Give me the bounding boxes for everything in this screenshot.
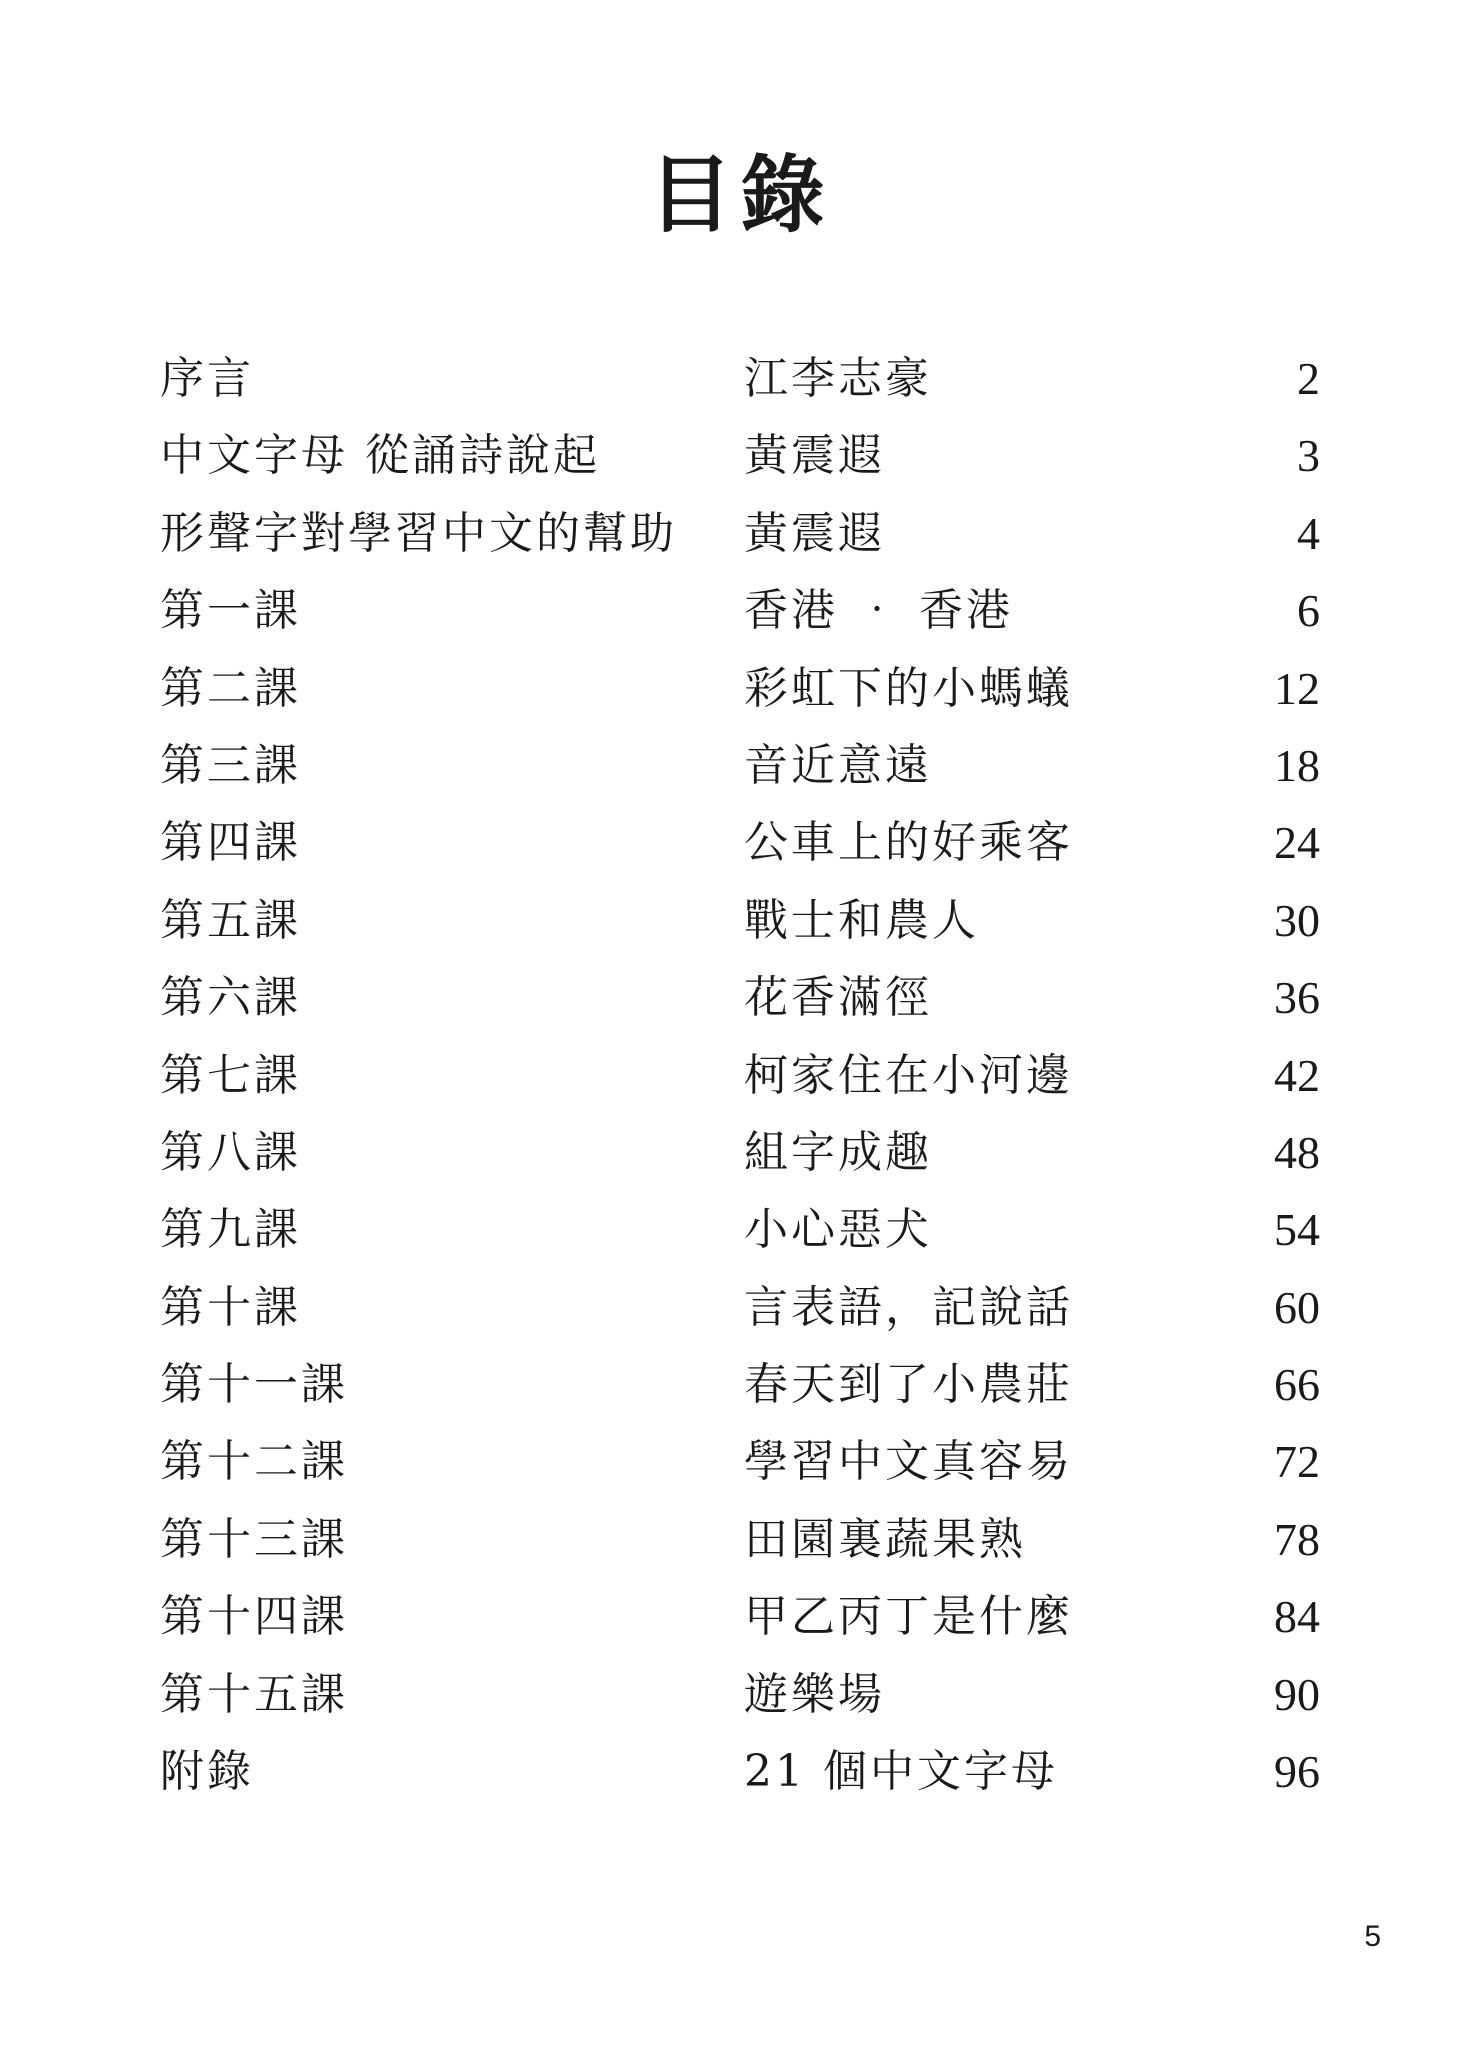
entry-page-number: 2 <box>1297 353 1320 404</box>
entry-label: 第一課 <box>160 585 301 637</box>
entry-page-number: 66 <box>1274 1359 1320 1411</box>
entry-label: 第十二課 <box>160 1436 348 1488</box>
entry-label: 附錄 <box>160 1746 254 1798</box>
entry-page-number: 30 <box>1274 894 1320 946</box>
toc-entry[interactable] <box>160 1501 1320 1578</box>
entry-label: 形聲字對學習中文的幫助 <box>160 507 677 559</box>
entry-page-number: 60 <box>1274 1281 1320 1333</box>
entry-author-or-title: 黃震遐 <box>744 430 885 482</box>
entry-author-or-title: 江李志豪 <box>744 353 932 404</box>
table-of-contents <box>160 340 1320 1810</box>
entry-label: 第七課 <box>160 1049 301 1101</box>
entry-author-or-title: 戰士和農人 <box>744 894 979 946</box>
entry-page-number: 48 <box>1274 1126 1320 1178</box>
entry-label: 第四課 <box>160 817 301 869</box>
entry-page-number: 24 <box>1274 817 1320 869</box>
page-number: 5 <box>1364 1920 1381 1953</box>
entry-page-number: 42 <box>1274 1049 1320 1101</box>
toc-entry[interactable] <box>160 1269 1320 1346</box>
entry-label: 第十三課 <box>160 1513 348 1565</box>
entry-author-or-title: 言表語，記說話 <box>744 1281 1073 1333</box>
toc-entry[interactable] <box>160 959 1320 1036</box>
entry-page-number: 54 <box>1274 1204 1320 1256</box>
entry-label: 第二課 <box>160 662 301 714</box>
entry-label: 第十五課 <box>160 1668 348 1720</box>
toc-entry[interactable] <box>160 417 1320 494</box>
entry-page-number: 96 <box>1274 1746 1320 1798</box>
entry-label: 第五課 <box>160 894 301 946</box>
entry-label: 第十四課 <box>160 1591 348 1643</box>
toc-entry[interactable] <box>160 1037 1320 1114</box>
entry-author-or-title: 黃震遐 <box>744 507 885 559</box>
entry-author-or-title: 春天到了小農莊 <box>744 1359 1073 1411</box>
entry-label: 第十課 <box>160 1281 301 1333</box>
toc-entry[interactable] <box>160 1656 1320 1733</box>
entry-page-number: 4 <box>1297 507 1320 559</box>
entry-author-or-title: 花香滿徑 <box>744 972 932 1024</box>
entry-label: 第六課 <box>160 972 301 1024</box>
entry-author-or-title: 遊樂場 <box>744 1668 885 1720</box>
toc-entry[interactable] <box>160 1578 1320 1655</box>
entry-author-or-title: 音近意遠 <box>744 739 932 791</box>
toc-entry[interactable] <box>160 1423 1320 1500</box>
entry-label: 第九課 <box>160 1204 301 1256</box>
entry-author-or-title: 公車上的好乘客 <box>744 817 1073 869</box>
toc-entry[interactable] <box>160 727 1320 804</box>
toc-entry[interactable] <box>160 804 1320 881</box>
entry-label: 第三課 <box>160 739 301 791</box>
entry-page-number: 90 <box>1274 1668 1320 1720</box>
toc-entry[interactable] <box>160 572 1320 649</box>
entry-author-or-title: 組字成趣 <box>744 1126 932 1178</box>
entry-page-number: 84 <box>1274 1591 1320 1643</box>
toc-entry[interactable] <box>160 882 1320 959</box>
entry-label: 中文字母 從誦詩說起 <box>160 430 600 482</box>
entry-page-number: 6 <box>1297 585 1320 637</box>
toc-entry[interactable] <box>160 1191 1320 1268</box>
toc-entry[interactable] <box>160 1114 1320 1191</box>
entry-label: 序言 <box>160 353 254 404</box>
entry-page-number: 12 <box>1274 662 1320 714</box>
entry-author-or-title: 柯家住在小河邊 <box>744 1049 1073 1101</box>
entry-page-number: 36 <box>1274 972 1320 1024</box>
entry-author-or-title: 甲乙丙丁是什麼 <box>744 1591 1073 1643</box>
entry-page-number: 18 <box>1274 739 1320 791</box>
toc-entry[interactable] <box>160 1346 1320 1423</box>
page-title: 目錄 <box>648 145 833 244</box>
entry-page-number: 3 <box>1297 430 1320 482</box>
entry-author-or-title: 彩虹下的小螞蟻 <box>744 662 1073 714</box>
toc-entry[interactable] <box>160 650 1320 727</box>
entry-author-or-title: 21 個中文字母 <box>744 1746 1058 1798</box>
toc-entry[interactable] <box>160 495 1320 572</box>
toc-entry[interactable] <box>160 1733 1320 1810</box>
entry-author-or-title: 香港 ‧ 香港 <box>744 585 1013 637</box>
toc-entry[interactable] <box>160 340 1320 417</box>
entry-page-number: 78 <box>1274 1513 1320 1565</box>
entry-author-or-title: 田園裏蔬果熟 <box>744 1513 1026 1565</box>
entry-label: 第八課 <box>160 1126 301 1178</box>
entry-author-or-title: 小心惡犬 <box>744 1204 932 1256</box>
entry-page-number: 72 <box>1274 1436 1320 1488</box>
entry-label: 第十一課 <box>160 1359 348 1411</box>
entry-author-or-title: 學習中文真容易 <box>744 1436 1073 1488</box>
